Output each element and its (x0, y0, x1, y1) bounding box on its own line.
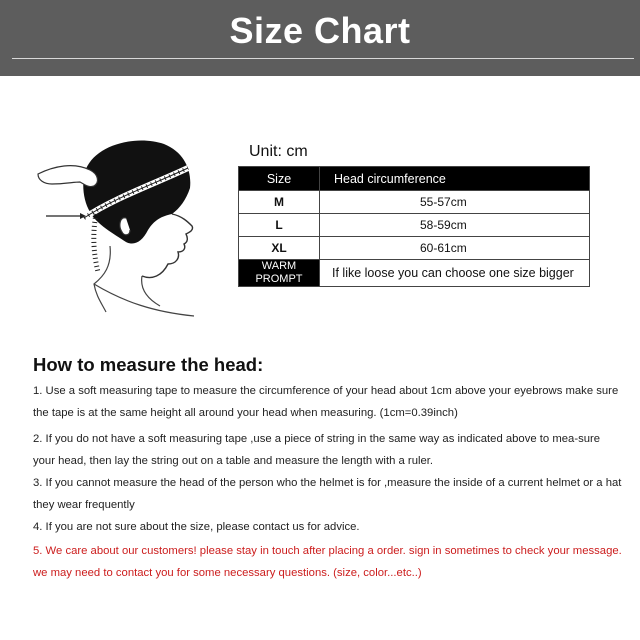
size-cell: XL (239, 237, 320, 260)
column-header-circumference: Head circumference (320, 167, 590, 191)
head-measurement-illustration (34, 126, 234, 326)
warm-prompt-row (239, 260, 590, 287)
circumference-cell: 58-59cm (320, 214, 590, 237)
instruction-step-3: 3. If you cannot measure the head of the person who the helmet is for ,measure the inside of a current helmet or a hat they wear frequently (33, 477, 622, 511)
table-row (239, 191, 590, 214)
instruction-step-2: 2. If you do not have a soft measuring tape ,use a piece of string in the same way as indicated above to mea-sure your head, then lay the string out on a table and measure the length with a ruler. (33, 433, 601, 467)
warm-prompt-label-line1: WARM (261, 260, 297, 272)
size-cell: L (239, 214, 320, 237)
header-divider (12, 58, 634, 59)
header-banner (0, 0, 640, 76)
circumference-cell: 55-57cm (320, 191, 590, 214)
instruction-step-1: 1. Use a soft measuring tape to measure the circumference of your head about 1cm above your eyebrows make sure the tape is at the same height all around your head when measuring. (1cm=0.39inch) (33, 385, 619, 419)
tape-hanging-end (94, 214, 98, 272)
instruction-step-4: 4. If you are not sure about the size, please contact us for advice. (33, 521, 360, 533)
instruction-step-5: 5. We care about our customers! please stay in touch after placing a order. sign in sometimes to check your message. we may need to contact you for some necessary questions. (size, color...etc..) (33, 545, 622, 579)
unit-label: Unit: cm (249, 143, 308, 160)
page-title: Size Chart (229, 10, 411, 51)
size-table (238, 166, 590, 287)
hand-shape (38, 166, 97, 187)
instructions-title: How to measure the head: (33, 354, 264, 375)
warm-prompt-label (239, 260, 320, 287)
warm-prompt-text: If like loose you can choose one size bigger (320, 260, 590, 287)
size-cell: M (239, 191, 320, 214)
circumference-cell: 60-61cm (320, 237, 590, 260)
table-row (239, 214, 590, 237)
table-header-row (239, 167, 590, 191)
column-header-size: Size (239, 167, 320, 191)
table-row (239, 237, 590, 260)
warm-prompt-label-line2: PROMPT (255, 273, 303, 285)
